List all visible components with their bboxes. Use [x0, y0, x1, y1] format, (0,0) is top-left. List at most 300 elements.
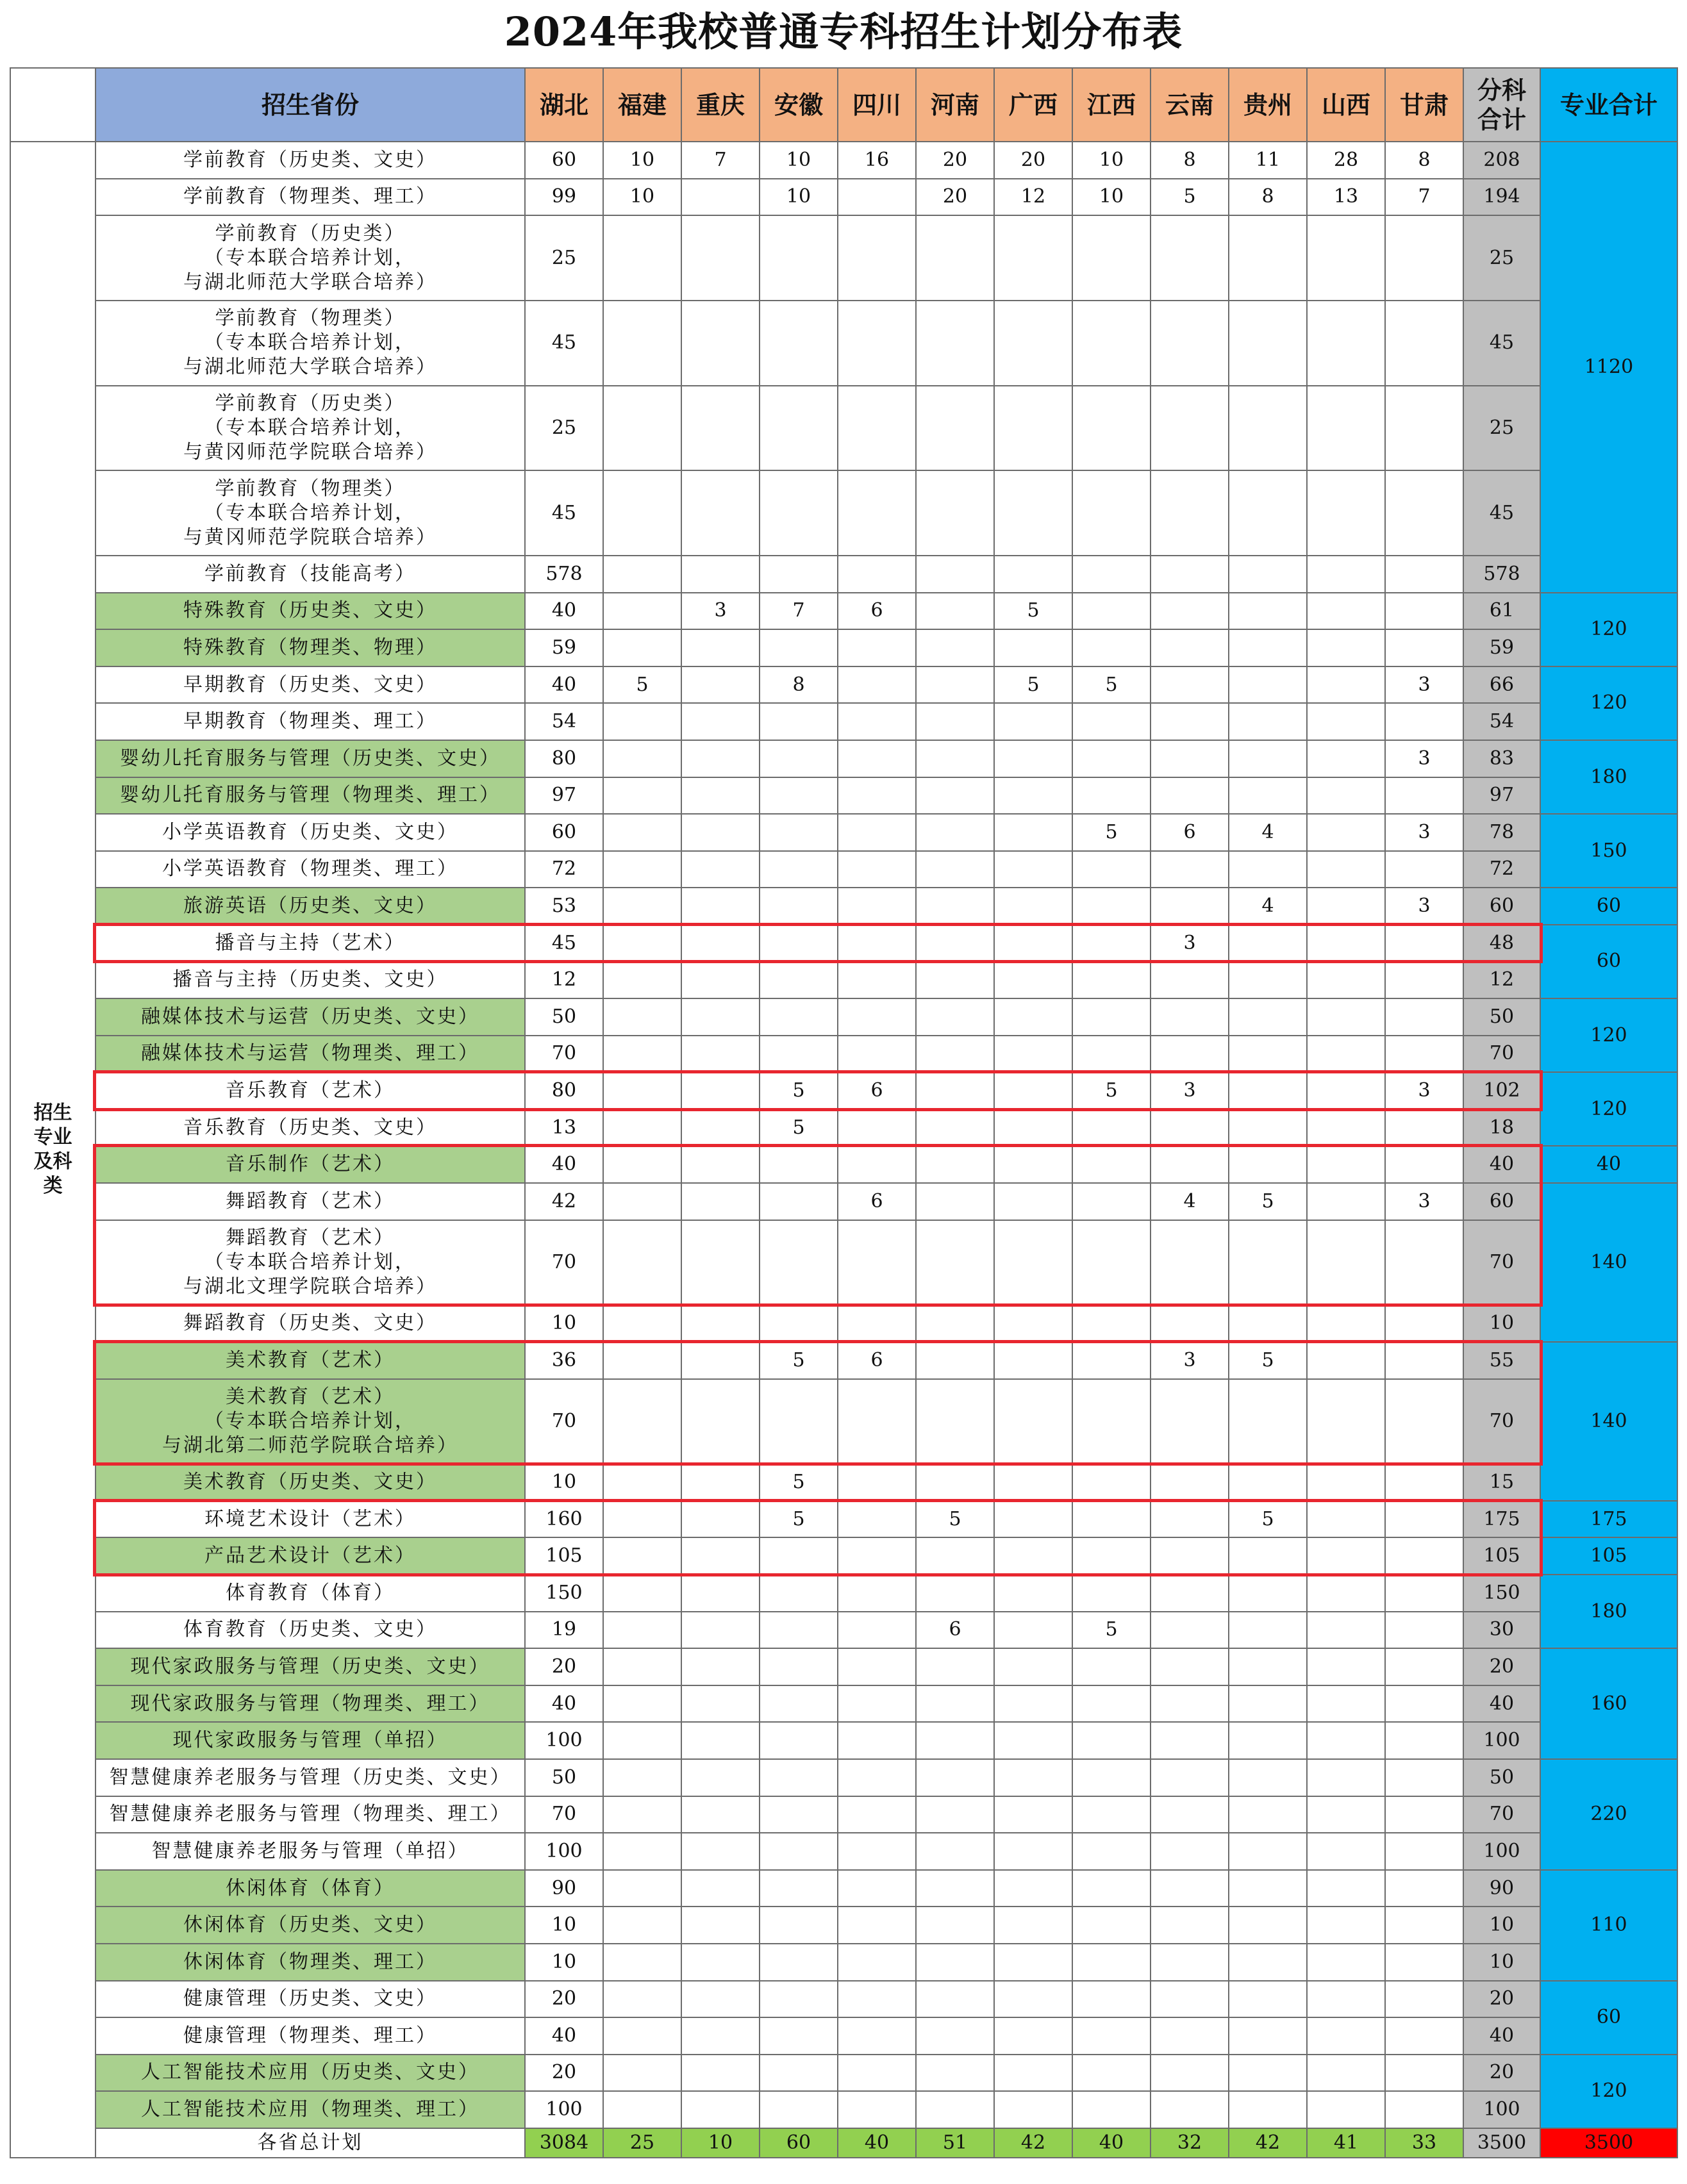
major-name-cell: 现代家政服务与管理（历史类、文史） — [96, 1648, 525, 1685]
province-value-cell — [681, 1612, 760, 1649]
province-value-cell: 99 — [525, 179, 603, 216]
province-value-cell — [1307, 1685, 1385, 1723]
subtotal-cell: 15 — [1463, 1464, 1540, 1501]
province-value-cell — [681, 1685, 760, 1723]
province-value-cell — [1072, 593, 1151, 630]
province-value-cell: 5 — [760, 1464, 838, 1501]
province-value-cell — [681, 1036, 760, 1073]
province-value-cell — [1307, 470, 1385, 556]
subtotal-cell: 100 — [1463, 1722, 1540, 1759]
province-value-cell — [1151, 2055, 1229, 2092]
major-name-cell: 健康管理（物理类、理工） — [96, 2017, 525, 2055]
province-value-cell: 5 — [603, 666, 681, 704]
province-value-cell: 5 — [1072, 1072, 1151, 1109]
province-value-cell — [603, 961, 681, 998]
province-value-cell — [603, 1109, 681, 1146]
table-row — [10, 1907, 1677, 1944]
province-value-cell — [1229, 777, 1307, 815]
province-value-cell: 45 — [525, 925, 603, 962]
major-name-cell: 美术教育（历史类、文史） — [96, 1464, 525, 1501]
table-row — [10, 2055, 1677, 2092]
province-value-cell — [1151, 888, 1229, 925]
province-value-cell — [681, 998, 760, 1036]
province-value-cell — [1151, 2017, 1229, 2055]
subtotal-cell: 150 — [1463, 1575, 1540, 1612]
province-value-cell — [994, 925, 1072, 962]
province-value-cell — [838, 470, 916, 556]
subtotal-cell: 20 — [1463, 1981, 1540, 2018]
table-row — [10, 1722, 1677, 1759]
province-value-cell — [1229, 740, 1307, 777]
province-value-cell — [760, 998, 838, 1036]
province-value-cell — [760, 470, 838, 556]
province-header-cell: 山西 — [1307, 68, 1385, 142]
major-name-cell: 人工智能技术应用（历史类、文史） — [96, 2055, 525, 2092]
province-value-cell — [1385, 1109, 1463, 1146]
province-value-cell: 97 — [525, 777, 603, 815]
province-value-cell — [760, 1648, 838, 1685]
province-value-cell — [1385, 1036, 1463, 1073]
province-value-cell — [1229, 386, 1307, 471]
province-value-cell — [916, 1722, 994, 1759]
province-value-cell — [603, 1759, 681, 1796]
province-value-cell — [838, 1759, 916, 1796]
major-name-cell: 舞蹈教育（历史类、文史） — [96, 1305, 525, 1342]
province-value-cell — [838, 851, 916, 888]
province-value-cell — [994, 998, 1072, 1036]
major-name-cell: 人工智能技术应用（物理类、理工） — [96, 2091, 525, 2128]
subtotal-cell: 175 — [1463, 1501, 1540, 1538]
province-value-cell — [838, 1220, 916, 1305]
major-total-cell: 1120 — [1540, 142, 1677, 593]
table-row — [10, 1870, 1677, 1907]
major-total-cell: 160 — [1540, 1648, 1677, 1759]
province-value-cell — [603, 2055, 681, 2092]
province-value-cell — [760, 215, 838, 301]
province-value-cell: 5 — [1072, 1612, 1151, 1649]
major-name-cell: 体育教育（体育） — [96, 1575, 525, 1612]
province-value-cell — [681, 666, 760, 704]
province-value-cell — [1385, 1685, 1463, 1723]
province-value-cell — [838, 1685, 916, 1723]
province-value-cell — [1229, 961, 1307, 998]
province-value-cell — [1229, 1146, 1307, 1183]
province-header-cell: 江西 — [1072, 68, 1151, 142]
province-value-cell — [1229, 1537, 1307, 1575]
province-value-cell: 10 — [525, 1944, 603, 1981]
province-value-cell: 5 — [994, 666, 1072, 704]
province-value-cell — [1072, 1907, 1151, 1944]
subtotal-cell: 50 — [1463, 998, 1540, 1036]
province-value-cell — [1385, 703, 1463, 740]
province-value-cell — [681, 470, 760, 556]
province-value-cell — [603, 1944, 681, 1981]
major-name-cell: 智慧健康养老服务与管理（历史类、文史） — [96, 1759, 525, 1796]
province-value-cell: 20 — [994, 142, 1072, 179]
province-value-cell — [1072, 215, 1151, 301]
province-value-cell — [1072, 1464, 1151, 1501]
province-value-cell — [1385, 1342, 1463, 1379]
province-value-cell — [603, 998, 681, 1036]
province-value-cell: 5 — [1072, 814, 1151, 851]
province-value-cell — [1385, 301, 1463, 386]
province-value-cell — [1385, 2017, 1463, 2055]
province-value-cell — [994, 386, 1072, 471]
province-value-cell — [760, 1722, 838, 1759]
province-value-cell: 12 — [994, 179, 1072, 216]
province-value-cell: 40 — [525, 1685, 603, 1723]
major-name-cell: 早期教育（物理类、理工） — [96, 703, 525, 740]
province-value-cell — [1072, 1305, 1151, 1342]
province-value-cell — [760, 1183, 838, 1220]
major-name-cell: 音乐教育（历史类、文史） — [96, 1109, 525, 1146]
major-name-cell: 早期教育（历史类、文史） — [96, 666, 525, 704]
province-value-cell — [1072, 386, 1151, 471]
province-value-cell — [838, 703, 916, 740]
table-row — [10, 1981, 1677, 2018]
major-total-cell: 60 — [1540, 888, 1677, 925]
major-name-cell: 融媒体技术与运营（物理类、理工） — [96, 1036, 525, 1073]
province-value-cell — [681, 1305, 760, 1342]
province-value-cell: 3 — [1385, 740, 1463, 777]
province-value-cell: 5 — [1072, 666, 1151, 704]
province-value-cell — [1385, 1575, 1463, 1612]
province-value-cell — [916, 1537, 994, 1575]
major-name-cell: 融媒体技术与运营（历史类、文史） — [96, 998, 525, 1036]
province-value-cell — [760, 1796, 838, 1833]
province-value-cell — [1385, 629, 1463, 666]
major-name-cell: 产品艺术设计（艺术） — [96, 1537, 525, 1575]
province-value-cell — [916, 301, 994, 386]
table-row — [10, 814, 1677, 851]
subtotal-cell: 45 — [1463, 470, 1540, 556]
province-value-cell — [1229, 1833, 1307, 1870]
province-value-cell — [1151, 1575, 1229, 1612]
table-row — [10, 1537, 1677, 1575]
province-value-cell — [603, 888, 681, 925]
subtotal-cell: 45 — [1463, 301, 1540, 386]
province-value-cell — [760, 814, 838, 851]
grand-total-row — [10, 2128, 1677, 2158]
province-value-cell: 10 — [525, 1907, 603, 1944]
province-value-cell — [1229, 1685, 1307, 1723]
province-value-cell — [838, 1648, 916, 1685]
province-value-cell — [1385, 1981, 1463, 2018]
province-value-cell: 60 — [525, 814, 603, 851]
province-value-cell — [1151, 1796, 1229, 1833]
province-value-cell — [916, 2091, 994, 2128]
province-value-cell — [1385, 2091, 1463, 2128]
province-value-cell — [1151, 1722, 1229, 1759]
table-row — [10, 998, 1677, 1036]
subtotal-cell: 97 — [1463, 777, 1540, 815]
province-value-cell — [760, 1907, 838, 1944]
province-value-cell — [681, 925, 760, 962]
province-value-cell: 3 — [1151, 1342, 1229, 1379]
province-value-cell — [1229, 1722, 1307, 1759]
province-value-cell: 10 — [1072, 142, 1151, 179]
province-value-cell — [1229, 851, 1307, 888]
province-value-cell — [603, 556, 681, 593]
major-name-cell: 播音与主持（艺术） — [96, 925, 525, 962]
subtotal-cell: 61 — [1463, 593, 1540, 630]
province-value-cell — [1385, 1907, 1463, 1944]
province-value-cell — [1151, 470, 1229, 556]
province-value-cell: 45 — [525, 301, 603, 386]
province-value-cell — [838, 1870, 916, 1907]
province-value-cell — [838, 666, 916, 704]
province-value-cell — [1151, 740, 1229, 777]
province-value-cell: 72 — [525, 851, 603, 888]
province-value-cell — [1229, 2091, 1307, 2128]
province-value-cell — [603, 1537, 681, 1575]
province-header-cell: 河南 — [916, 68, 994, 142]
province-value-cell — [1307, 1648, 1385, 1685]
subtotal-cell: 578 — [1463, 556, 1540, 593]
major-name-cell: 体育教育（历史类、文史） — [96, 1612, 525, 1649]
province-value-cell — [1385, 851, 1463, 888]
province-value-cell: 8 — [1385, 142, 1463, 179]
province-value-cell — [603, 1870, 681, 1907]
province-value-cell — [603, 629, 681, 666]
province-value-cell — [916, 998, 994, 1036]
province-value-cell: 54 — [525, 703, 603, 740]
province-value-cell — [1229, 1220, 1307, 1305]
province-value-cell — [603, 1796, 681, 1833]
province-value-cell — [1072, 961, 1151, 998]
province-value-cell: 60 — [525, 142, 603, 179]
province-value-cell — [1307, 386, 1385, 471]
province-value-cell — [916, 1146, 994, 1183]
province-value-cell — [1151, 703, 1229, 740]
province-value-cell — [994, 556, 1072, 593]
province-value-cell — [1385, 1722, 1463, 1759]
province-value-cell — [838, 1109, 916, 1146]
province-value-cell — [838, 215, 916, 301]
province-value-cell — [681, 179, 760, 216]
province-value-cell — [994, 1464, 1072, 1501]
province-value-cell: 20 — [525, 2055, 603, 2092]
province-value-cell: 80 — [525, 1072, 603, 1109]
province-value-cell — [838, 814, 916, 851]
province-value-cell: 20 — [525, 1648, 603, 1685]
province-value-cell — [1072, 1575, 1151, 1612]
province-value-cell — [916, 1907, 994, 1944]
province-value-cell: 70 — [525, 1379, 603, 1464]
province-value-cell — [994, 1759, 1072, 1796]
province-value-cell: 8 — [760, 666, 838, 704]
subtotal-cell: 78 — [1463, 814, 1540, 851]
province-value-cell: 3 — [1151, 1072, 1229, 1109]
province-value-cell — [838, 1612, 916, 1649]
province-value-cell: 5 — [760, 1501, 838, 1538]
province-value-cell — [1385, 1537, 1463, 1575]
table-row — [10, 1759, 1677, 1796]
province-value-cell — [1151, 1109, 1229, 1146]
province-value-cell — [1307, 1575, 1385, 1612]
province-value-cell — [1072, 1183, 1151, 1220]
major-name-cell: 播音与主持（历史类、文史） — [96, 961, 525, 998]
province-value-cell — [916, 1305, 994, 1342]
province-value-cell — [681, 1722, 760, 1759]
province-value-cell — [994, 961, 1072, 998]
major-name-cell: 特殊教育（历史类、文史） — [96, 593, 525, 630]
province-value-cell — [916, 1796, 994, 1833]
province-value-cell — [1307, 1907, 1385, 1944]
province-total-cell: 10 — [681, 2128, 760, 2158]
province-value-cell — [1151, 1648, 1229, 1685]
province-value-cell — [1229, 1575, 1307, 1612]
province-value-cell — [1229, 1981, 1307, 2018]
province-value-cell: 25 — [525, 215, 603, 301]
province-value-cell — [1385, 1305, 1463, 1342]
province-value-cell — [681, 1501, 760, 1538]
province-value-cell — [838, 1944, 916, 1981]
province-value-cell — [681, 1379, 760, 1464]
table-row — [10, 1109, 1677, 1146]
province-value-cell — [760, 1036, 838, 1073]
province-value-cell — [1307, 1464, 1385, 1501]
province-value-cell — [1229, 1648, 1307, 1685]
province-value-cell — [1072, 629, 1151, 666]
table-row — [10, 1072, 1677, 1109]
province-value-cell — [760, 2055, 838, 2092]
province-value-cell: 8 — [1151, 142, 1229, 179]
table-row — [10, 301, 1677, 386]
province-header-cell: 福建 — [603, 68, 681, 142]
enrollment-plan-table — [10, 67, 1678, 2158]
province-value-cell: 7 — [760, 593, 838, 630]
province-value-cell — [1229, 629, 1307, 666]
major-name-cell: 音乐制作（艺术） — [96, 1146, 525, 1183]
province-value-cell — [838, 1796, 916, 1833]
province-value-cell — [603, 777, 681, 815]
province-value-cell — [1307, 740, 1385, 777]
province-value-cell — [1151, 1685, 1229, 1723]
side-label-cell — [10, 142, 96, 2158]
subtotal-cell: 70 — [1463, 1220, 1540, 1305]
province-value-cell — [681, 1944, 760, 1981]
subtotal-cell: 90 — [1463, 1870, 1540, 1907]
province-value-cell — [1307, 925, 1385, 962]
province-value-cell — [838, 1379, 916, 1464]
table-row — [10, 1501, 1677, 1538]
province-value-cell — [681, 1759, 760, 1796]
province-value-cell — [1151, 1379, 1229, 1464]
province-value-cell — [1151, 1537, 1229, 1575]
province-value-cell — [681, 703, 760, 740]
province-value-cell — [603, 740, 681, 777]
province-value-cell — [1229, 1796, 1307, 1833]
subtotal-cell: 20 — [1463, 1648, 1540, 1685]
province-value-cell — [760, 961, 838, 998]
province-value-cell — [994, 1305, 1072, 1342]
province-total-cell: 40 — [1072, 2128, 1151, 2158]
subtotal-cell: 100 — [1463, 2091, 1540, 2128]
province-value-cell: 5 — [1151, 179, 1229, 216]
province-value-cell: 100 — [525, 2091, 603, 2128]
province-value-cell: 10 — [603, 142, 681, 179]
province-value-cell: 5 — [760, 1072, 838, 1109]
province-value-cell — [1151, 1981, 1229, 2018]
province-value-cell: 10 — [760, 142, 838, 179]
province-value-cell — [994, 740, 1072, 777]
province-value-cell — [760, 1379, 838, 1464]
province-value-cell — [916, 1575, 994, 1612]
major-total-cell: 120 — [1540, 666, 1677, 740]
province-value-cell — [603, 1146, 681, 1183]
province-value-cell — [916, 1464, 994, 1501]
province-value-cell — [1385, 1612, 1463, 1649]
province-value-cell — [1307, 814, 1385, 851]
province-value-cell — [603, 1575, 681, 1612]
province-value-cell — [1072, 1109, 1151, 1146]
province-value-cell — [916, 814, 994, 851]
province-value-cell — [1072, 1685, 1151, 1723]
major-total-header: 专业合计 — [1540, 68, 1677, 142]
province-value-cell — [994, 1722, 1072, 1759]
province-value-cell — [1151, 1944, 1229, 1981]
province-value-cell: 16 — [838, 142, 916, 179]
province-value-cell — [603, 1183, 681, 1220]
province-value-cell — [681, 2055, 760, 2092]
province-value-cell — [1229, 556, 1307, 593]
province-value-cell: 50 — [525, 998, 603, 1036]
province-value-cell — [760, 629, 838, 666]
major-name-cell: 学前教育（物理类） （专本联合培养计划， 与黄冈师范学院联合培养） — [96, 470, 525, 556]
province-value-cell — [760, 1944, 838, 1981]
major-total-cell: 220 — [1540, 1759, 1677, 1870]
province-value-cell — [994, 1379, 1072, 1464]
province-value-cell — [916, 386, 994, 471]
province-value-cell — [1151, 1907, 1229, 1944]
province-value-cell — [916, 1648, 994, 1685]
province-value-cell: 19 — [525, 1612, 603, 1649]
province-value-cell — [916, 740, 994, 777]
subtotal-header: 分科 合计 — [1463, 68, 1540, 142]
province-value-cell — [603, 1722, 681, 1759]
province-value-cell — [1072, 1146, 1151, 1183]
province-value-cell — [603, 1464, 681, 1501]
province-value-cell — [681, 556, 760, 593]
total-label-cell: 各省总计划 — [96, 2128, 525, 2158]
province-value-cell — [760, 1870, 838, 1907]
province-value-cell — [1072, 301, 1151, 386]
province-value-cell — [760, 1305, 838, 1342]
province-value-cell — [1151, 851, 1229, 888]
province-value-cell — [838, 1537, 916, 1575]
province-header-cell: 广西 — [994, 68, 1072, 142]
province-value-cell: 5 — [1229, 1183, 1307, 1220]
subtotal-cell: 48 — [1463, 925, 1540, 962]
province-value-cell: 6 — [838, 1342, 916, 1379]
province-header-cell: 贵州 — [1229, 68, 1307, 142]
province-value-cell: 6 — [1151, 814, 1229, 851]
province-value-cell — [1151, 1833, 1229, 1870]
province-value-cell — [916, 1379, 994, 1464]
major-name-cell: 环境艺术设计（艺术） — [96, 1501, 525, 1538]
subtotal-cell: 59 — [1463, 629, 1540, 666]
province-value-cell — [1072, 703, 1151, 740]
subtotal-cell: 70 — [1463, 1036, 1540, 1073]
province-value-cell — [1072, 1342, 1151, 1379]
province-value-cell — [838, 740, 916, 777]
major-total-cell: 140 — [1540, 1183, 1677, 1342]
table-body — [10, 142, 1677, 2158]
province-value-cell — [1307, 1036, 1385, 1073]
province-value-cell — [1385, 386, 1463, 471]
table-row — [10, 2017, 1677, 2055]
